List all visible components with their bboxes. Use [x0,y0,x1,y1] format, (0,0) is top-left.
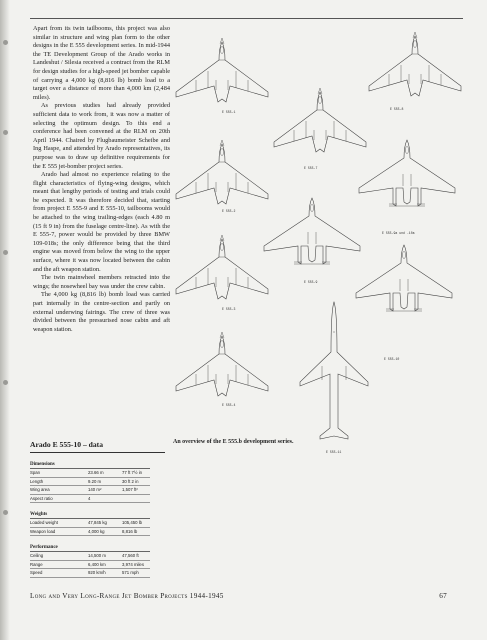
table-cell: 9.20 m [88,478,102,484]
table-section-heading: Performance [30,545,150,552]
table-cell: 105,450 lb [122,520,143,525]
table-cell: 571 mph [122,570,139,575]
diagram-label: E 555-7 [304,166,318,170]
table-row [30,486,150,495]
aircraft-diagram [300,302,368,439]
diagram-label: E 555-9 [304,280,318,284]
aircraft-diagram [264,198,360,264]
aircraft-diagram [369,32,461,96]
table-cell: 140 m² [88,487,102,492]
data-table [30,440,165,578]
page-spine-shadow [0,0,10,640]
table-cell: 77 ft 7½ in [122,470,143,475]
diagram-label: E 555-1 [222,110,236,114]
table-cell: Ceiling [30,553,44,558]
table-row [30,561,150,570]
table-cell: 4 [88,495,91,501]
table-cell: 14,500 m [88,553,106,558]
body-text-column [33,25,170,334]
table-cell: 1,507 ft² [122,487,138,492]
table-row [30,495,150,504]
table-cell: 47,560 ft [122,553,139,558]
table-cell: 47,845 kg [88,520,107,525]
table-cell: 8,816 lb [122,528,138,534]
table-cell: 3,974 miles [122,561,144,567]
table-row [30,569,150,578]
table-cell: Wing area [30,487,50,492]
table-cell: Span [30,470,41,475]
table-cell: Loaded weight [30,520,58,525]
punch-hole [3,130,8,135]
table-row [30,469,150,478]
top-rule [30,18,463,19]
aircraft-diagram [176,38,268,102]
table-section-heading: Dimensions [30,462,150,469]
punch-hole [3,40,8,45]
figure-caption: An overview of the E 555.b development series. [173,439,294,445]
table-cell: 920 km/h [88,570,106,575]
body-paragraph: The twin mainwheel members retracted into the wings; the nosewheel bay was under the crew cabin. [33,274,170,290]
diagram-label: E 555-4 [222,403,236,407]
aircraft-diagram [176,235,268,299]
aircraft-diagram [359,140,455,206]
aircraft-diagram [356,245,452,311]
diagram-label: E 555-9a und -10a [382,231,415,235]
diagram-label: E 555-3 [222,307,236,311]
table-cell: 23.66 m [88,470,104,475]
table-cell: Length [30,478,44,484]
table-cell: Weapon load [30,528,56,534]
table-section-heading: Weights [30,512,150,519]
table-title: Arado E 555-10 – data [30,440,165,453]
running-title: Long and Very Long-Range Jet Bomber Projects 1944-1945 [30,592,224,600]
table-cell: Aspect ratio [30,495,53,501]
body-paragraph: Arado had almost no experience relating to the flight characteristics of flying-wing designs, which meant that lengthy periods of testing and trials could be expected. It was therefore decided that, starting from project E 555-9 and E 555-10, tailbooms would be attached to the wing trailing-edges (each 4.80 m (15 ft 9 in) from the fuselage centre-line). As with the E 555-7, power would be provided by three BMW 109-018s; the only difference being that the third engine was moved from below the wing to the upper surface, where it was now located between the cabin and the aft weapon station. [33,171,170,273]
table-row [30,519,150,528]
table-cell [122,495,150,503]
body-paragraph: As previous studies had already provided sufficient data to work from, it was now a matter of selecting the optimum design. To this end a conference had been convened at the RLM on 20th April 1944. Chaired by Flugbaumeister Scheibe and Ing Haspe, and attended by Arado representatives, its purpose was to draw up definitive requirements for the E 555 jet-bomber project series. [33,102,170,170]
table-row [30,552,150,561]
diagram-label: E 555-8 [390,107,404,111]
page-footer [30,592,447,600]
page-number: 67 [439,592,447,600]
diagram-label: E 555-11 [326,450,342,454]
body-paragraph: The 4,000 kg (8,816 lb) bomb load was carried part internally in the centre-section and partly on external underwing fairings. The crew of three was divided between the pressurised nose cabin and aft weapon station. [33,291,170,333]
aircraft-diagram [176,332,268,396]
aircraft-diagram [274,88,366,152]
table-cell: 4,000 kg [88,528,105,534]
punch-hole [3,380,8,385]
punch-hole [3,510,8,515]
table-cell: Range [30,561,43,567]
table-cell: Speed [30,570,43,575]
diagram-label: E 555-2 [222,209,236,213]
body-paragraph: Apart from its twin tailbooms, this project was also similar in structure and wing plan form to the other designs in the E 555 development series. In mid-1944 the TE Development Group of the Arado works in Landeshut / Silesia received a contract from the RLM for design studies for a high-speed jet bomber capable of carrying a 4,000 kg (8,816 lb) bomb load to a target over a distance of more than 4,000 km (2,484 miles). [33,25,170,101]
punch-hole [3,250,8,255]
aircraft-diagram [176,140,268,204]
table-row [30,528,150,537]
diagram-label: E 555-10 [384,357,400,361]
table-row [30,478,150,487]
table-cell: 30 ft 2 in [122,478,139,484]
table-cell: 6,400 km [88,561,106,567]
